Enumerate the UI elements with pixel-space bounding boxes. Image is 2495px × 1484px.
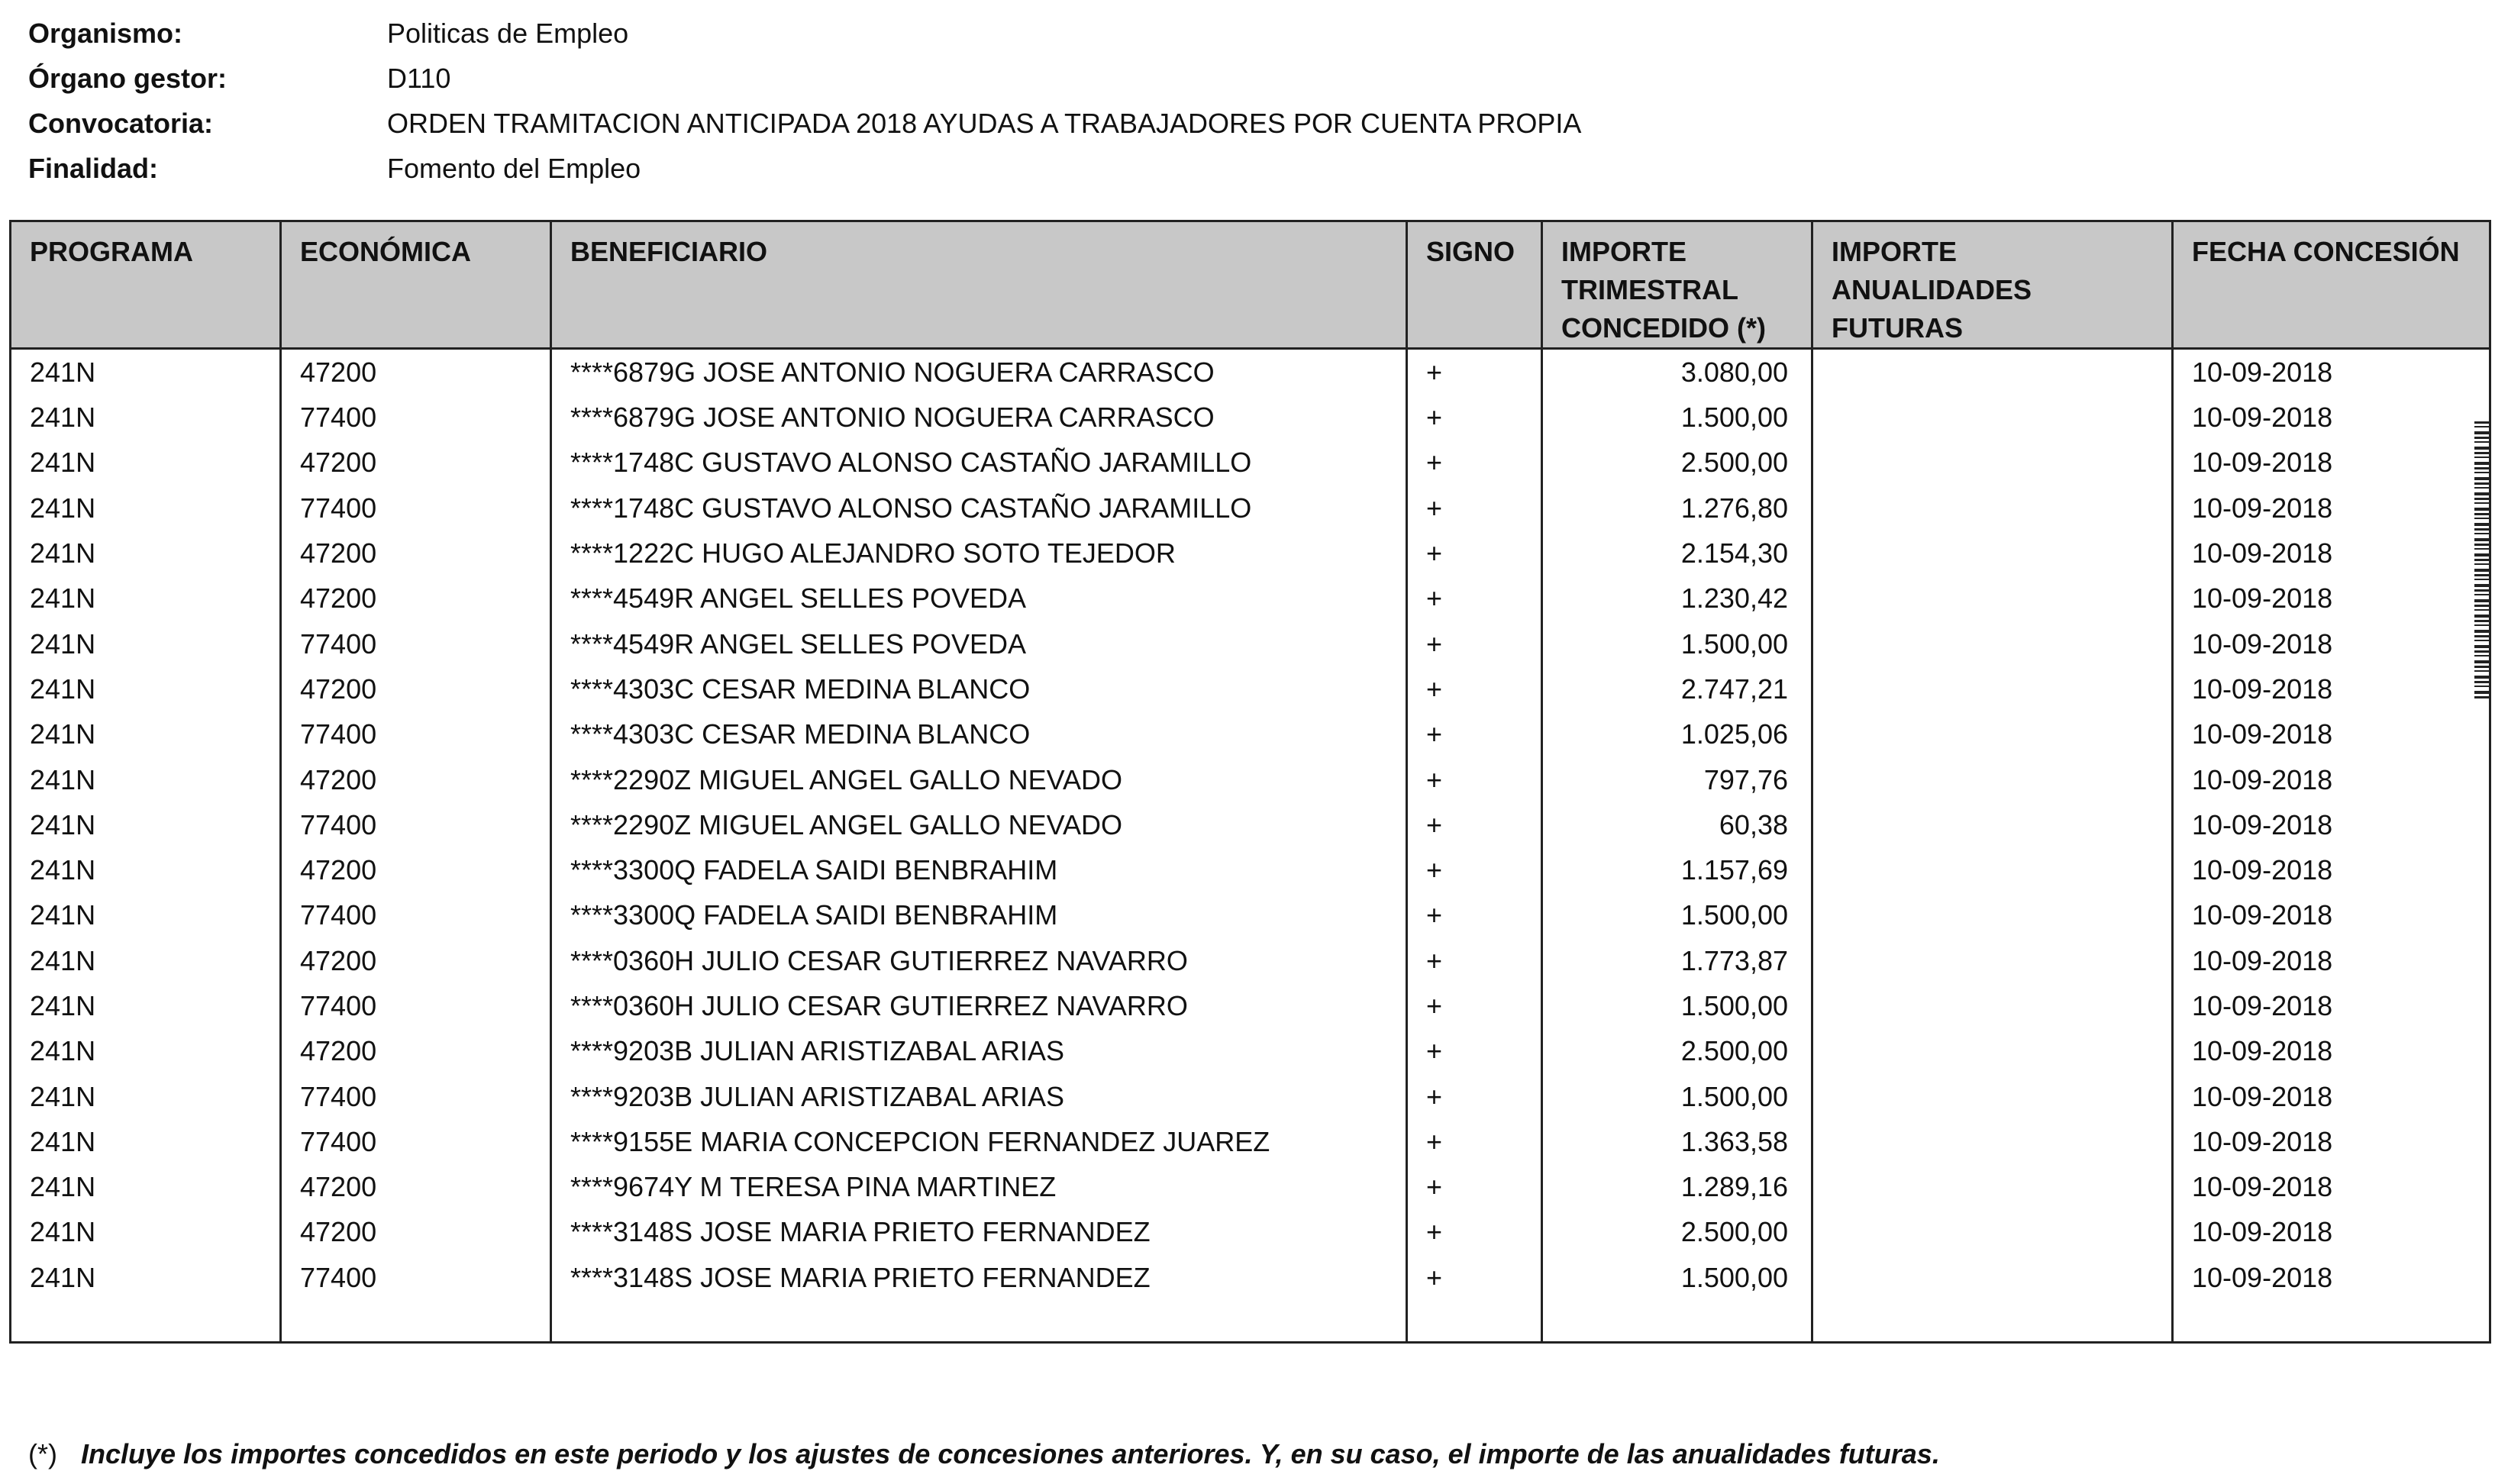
cell-anualidades xyxy=(1812,892,2173,937)
cell-fecha: 10-09-2018 xyxy=(2173,1119,2490,1164)
cell-importe: 1.500,00 xyxy=(1542,892,1812,937)
cell-economica: 77400 xyxy=(281,892,551,937)
cell-beneficiario: ****4303C CESAR MEDINA BLANCO xyxy=(551,711,1407,757)
table-row xyxy=(11,1255,2490,1300)
cell-signo: + xyxy=(1407,1255,1542,1300)
cell-anualidades xyxy=(1812,711,2173,757)
cell-beneficiario: ****9674Y M TERESA PINA MARTINEZ xyxy=(551,1164,1407,1209)
header-metadata xyxy=(28,11,1581,191)
cell-anualidades xyxy=(1812,440,2173,485)
cell-signo: + xyxy=(1407,531,1542,576)
cell-fecha: 10-09-2018 xyxy=(2173,440,2490,485)
cell-anualidades xyxy=(1812,1028,2173,1073)
cell-economica: 77400 xyxy=(281,711,551,757)
cell-beneficiario: ****4549R ANGEL SELLES POVEDA xyxy=(551,621,1407,666)
col-header-importe-trimestral: IMPORTE TRIMESTRAL CONCEDIDO (*) xyxy=(1542,221,1812,349)
cell-programa: 241N xyxy=(11,1073,281,1118)
cell-signo: + xyxy=(1407,621,1542,666)
cell-signo: + xyxy=(1407,1073,1542,1118)
cell-economica: 47200 xyxy=(281,1209,551,1254)
cell-anualidades xyxy=(1812,938,2173,983)
cell-programa: 241N xyxy=(11,847,281,892)
cell-importe: 1.500,00 xyxy=(1542,621,1812,666)
cell-programa: 241N xyxy=(11,1209,281,1254)
finalidad-label: Finalidad: xyxy=(28,153,158,184)
cell-signo: + xyxy=(1407,892,1542,937)
cell-fecha: 10-09-2018 xyxy=(2173,938,2490,983)
convocatoria-label: Convocatoria: xyxy=(28,108,214,139)
cell-economica: 77400 xyxy=(281,802,551,847)
cell-economica: 47200 xyxy=(281,847,551,892)
cell-fecha: 10-09-2018 xyxy=(2173,1255,2490,1300)
cell-fecha: 10-09-2018 xyxy=(2173,486,2490,531)
cell-fecha: 10-09-2018 xyxy=(2173,349,2490,395)
cell-programa: 241N xyxy=(11,1255,281,1300)
cell-anualidades xyxy=(1812,349,2173,395)
cell-programa: 241N xyxy=(11,1119,281,1164)
cell-importe: 1.500,00 xyxy=(1542,395,1812,440)
cell-economica: 77400 xyxy=(281,486,551,531)
cell-economica: 47200 xyxy=(281,1028,551,1073)
organismo-label: Organismo: xyxy=(28,18,183,49)
cell-beneficiario: ****1748C GUSTAVO ALONSO CASTAÑO JARAMILLO xyxy=(551,440,1407,485)
cell-fecha: 10-09-2018 xyxy=(2173,576,2490,621)
cell-programa: 241N xyxy=(11,531,281,576)
cell-programa: 241N xyxy=(11,757,281,802)
table-row xyxy=(11,938,2490,983)
cell-fecha: 10-09-2018 xyxy=(2173,802,2490,847)
cell-programa: 241N xyxy=(11,711,281,757)
cell-economica: 47200 xyxy=(281,349,551,395)
convocatoria-value: ORDEN TRAMITACION ANTICIPADA 2018 AYUDAS A TRABAJADORES POR CUENTA PROPIA xyxy=(387,108,1582,139)
cell-fecha: 10-09-2018 xyxy=(2173,711,2490,757)
grants-table xyxy=(9,220,2491,1344)
cell-fecha: 10-09-2018 xyxy=(2173,531,2490,576)
cell-fecha: 10-09-2018 xyxy=(2173,1028,2490,1073)
col-header-beneficiario: BENEFICIARIO xyxy=(551,221,1407,349)
cell-fecha: 10-09-2018 xyxy=(2173,1209,2490,1254)
barcode-stripe xyxy=(2474,421,2491,700)
col-header-fecha-concesion: FECHA CONCESIÓN xyxy=(2173,221,2490,349)
table-row xyxy=(11,440,2490,485)
cell-anualidades xyxy=(1812,847,2173,892)
cell-beneficiario: ****3300Q FADELA SAIDI BENBRAHIM xyxy=(551,892,1407,937)
cell-importe: 1.500,00 xyxy=(1542,1073,1812,1118)
table-row xyxy=(11,1119,2490,1164)
cell-signo: + xyxy=(1407,349,1542,395)
cell-fecha: 10-09-2018 xyxy=(2173,1073,2490,1118)
cell-anualidades xyxy=(1812,1073,2173,1118)
col-header-importe-anualidades: IMPORTE ANUALIDADES FUTURAS xyxy=(1812,221,2173,349)
table-row xyxy=(11,983,2490,1028)
cell-importe: 2.154,30 xyxy=(1542,531,1812,576)
table-row xyxy=(11,486,2490,531)
cell-beneficiario: ****6879G JOSE ANTONIO NOGUERA CARRASCO xyxy=(551,349,1407,395)
cell-anualidades xyxy=(1812,576,2173,621)
cell-signo: + xyxy=(1407,847,1542,892)
cell-anualidades xyxy=(1812,531,2173,576)
table-row xyxy=(11,349,2490,395)
cell-signo: + xyxy=(1407,395,1542,440)
cell-signo: + xyxy=(1407,757,1542,802)
table-row xyxy=(11,1209,2490,1254)
cell-beneficiario: ****1222C HUGO ALEJANDRO SOTO TEJEDOR xyxy=(551,531,1407,576)
col-header-signo: SIGNO xyxy=(1407,221,1542,349)
cell-importe: 1.230,42 xyxy=(1542,576,1812,621)
cell-programa: 241N xyxy=(11,1028,281,1073)
organismo-row xyxy=(28,11,1581,56)
cell-signo: + xyxy=(1407,938,1542,983)
cell-anualidades xyxy=(1812,1209,2173,1254)
organismo-value: Politicas de Empleo xyxy=(387,18,629,49)
cell-importe: 2.500,00 xyxy=(1542,1209,1812,1254)
cell-beneficiario: ****2290Z MIGUEL ANGEL GALLO NEVADO xyxy=(551,802,1407,847)
cell-importe: 2.747,21 xyxy=(1542,666,1812,711)
cell-signo: + xyxy=(1407,1209,1542,1254)
table-bottom-spacer xyxy=(11,1300,2490,1343)
cell-fecha: 10-09-2018 xyxy=(2173,621,2490,666)
cell-programa: 241N xyxy=(11,349,281,395)
cell-importe: 1.500,00 xyxy=(1542,983,1812,1028)
cell-economica: 77400 xyxy=(281,1119,551,1164)
table-row xyxy=(11,621,2490,666)
cell-fecha: 10-09-2018 xyxy=(2173,983,2490,1028)
cell-programa: 241N xyxy=(11,666,281,711)
cell-anualidades xyxy=(1812,1255,2173,1300)
cell-signo: + xyxy=(1407,1119,1542,1164)
cell-economica: 77400 xyxy=(281,1073,551,1118)
organo-gestor-value: D110 xyxy=(387,63,451,94)
cell-economica: 77400 xyxy=(281,1255,551,1300)
cell-fecha: 10-09-2018 xyxy=(2173,847,2490,892)
cell-programa: 241N xyxy=(11,440,281,485)
cell-fecha: 10-09-2018 xyxy=(2173,892,2490,937)
cell-importe: 1.276,80 xyxy=(1542,486,1812,531)
finalidad-row xyxy=(28,146,1581,191)
cell-economica: 47200 xyxy=(281,1164,551,1209)
cell-signo: + xyxy=(1407,666,1542,711)
finalidad-value: Fomento del Empleo xyxy=(387,153,641,184)
cell-programa: 241N xyxy=(11,395,281,440)
table-row xyxy=(11,576,2490,621)
cell-signo: + xyxy=(1407,1164,1542,1209)
cell-beneficiario: ****2290Z MIGUEL ANGEL GALLO NEVADO xyxy=(551,757,1407,802)
cell-economica: 77400 xyxy=(281,395,551,440)
cell-signo: + xyxy=(1407,802,1542,847)
cell-anualidades xyxy=(1812,395,2173,440)
footnote-text: Incluye los importes concedidos en este periodo y los ajustes de concesiones anteriores. Y, en su caso, el importe de las anualidades futuras. xyxy=(81,1438,1940,1469)
footnote xyxy=(28,1435,1940,1473)
cell-signo: + xyxy=(1407,983,1542,1028)
cell-signo: + xyxy=(1407,486,1542,531)
cell-economica: 47200 xyxy=(281,531,551,576)
col-header-economica: ECONÓMICA xyxy=(281,221,551,349)
cell-programa: 241N xyxy=(11,802,281,847)
cell-anualidades xyxy=(1812,666,2173,711)
cell-anualidades xyxy=(1812,983,2173,1028)
table-row xyxy=(11,847,2490,892)
table-header-row xyxy=(11,221,2490,349)
cell-beneficiario: ****9155E MARIA CONCEPCION FERNANDEZ JUAREZ xyxy=(551,1119,1407,1164)
cell-importe: 1.157,69 xyxy=(1542,847,1812,892)
cell-importe: 1.500,00 xyxy=(1542,1255,1812,1300)
cell-signo: + xyxy=(1407,576,1542,621)
table-row xyxy=(11,892,2490,937)
table-row xyxy=(11,711,2490,757)
cell-programa: 241N xyxy=(11,486,281,531)
cell-anualidades xyxy=(1812,1119,2173,1164)
cell-importe: 1.363,58 xyxy=(1542,1119,1812,1164)
cell-economica: 47200 xyxy=(281,666,551,711)
cell-importe: 797,76 xyxy=(1542,757,1812,802)
cell-fecha: 10-09-2018 xyxy=(2173,757,2490,802)
cell-fecha: 10-09-2018 xyxy=(2173,1164,2490,1209)
cell-programa: 241N xyxy=(11,938,281,983)
cell-importe: 1.773,87 xyxy=(1542,938,1812,983)
cell-importe: 60,38 xyxy=(1542,802,1812,847)
cell-economica: 47200 xyxy=(281,757,551,802)
cell-beneficiario: ****3148S JOSE MARIA PRIETO FERNANDEZ xyxy=(551,1255,1407,1300)
cell-importe: 1.289,16 xyxy=(1542,1164,1812,1209)
table-row xyxy=(11,1164,2490,1209)
table-row xyxy=(11,802,2490,847)
cell-beneficiario: ****1748C GUSTAVO ALONSO CASTAÑO JARAMILLO xyxy=(551,486,1407,531)
cell-importe: 1.025,06 xyxy=(1542,711,1812,757)
col-header-programa: PROGRAMA xyxy=(11,221,281,349)
cell-anualidades xyxy=(1812,1164,2173,1209)
organo-gestor-row xyxy=(28,56,1581,101)
table-row xyxy=(11,395,2490,440)
cell-importe: 2.500,00 xyxy=(1542,1028,1812,1073)
cell-economica: 47200 xyxy=(281,440,551,485)
organo-gestor-label: Órgano gestor: xyxy=(28,63,228,94)
table-row xyxy=(11,1028,2490,1073)
cell-importe: 2.500,00 xyxy=(1542,440,1812,485)
table-row xyxy=(11,1073,2490,1118)
cell-signo: + xyxy=(1407,711,1542,757)
cell-anualidades xyxy=(1812,757,2173,802)
cell-programa: 241N xyxy=(11,983,281,1028)
cell-beneficiario: ****6879G JOSE ANTONIO NOGUERA CARRASCO xyxy=(551,395,1407,440)
cell-programa: 241N xyxy=(11,621,281,666)
cell-anualidades xyxy=(1812,486,2173,531)
cell-signo: + xyxy=(1407,440,1542,485)
cell-programa: 241N xyxy=(11,892,281,937)
cell-beneficiario: ****3148S JOSE MARIA PRIETO FERNANDEZ xyxy=(551,1209,1407,1254)
cell-signo: + xyxy=(1407,1028,1542,1073)
cell-importe: 3.080,00 xyxy=(1542,349,1812,395)
cell-beneficiario: ****0360H JULIO CESAR GUTIERREZ NAVARRO xyxy=(551,938,1407,983)
cell-beneficiario: ****4303C CESAR MEDINA BLANCO xyxy=(551,666,1407,711)
table-row xyxy=(11,666,2490,711)
cell-fecha: 10-09-2018 xyxy=(2173,395,2490,440)
cell-beneficiario: ****9203B JULIAN ARISTIZABAL ARIAS xyxy=(551,1073,1407,1118)
cell-anualidades xyxy=(1812,802,2173,847)
cell-anualidades xyxy=(1812,621,2173,666)
cell-economica: 47200 xyxy=(281,576,551,621)
footnote-mark: (*) xyxy=(28,1438,57,1469)
cell-economica: 47200 xyxy=(281,938,551,983)
cell-economica: 77400 xyxy=(281,621,551,666)
convocatoria-row xyxy=(28,101,1581,146)
cell-programa: 241N xyxy=(11,576,281,621)
table-row xyxy=(11,531,2490,576)
cell-beneficiario: ****4549R ANGEL SELLES POVEDA xyxy=(551,576,1407,621)
cell-beneficiario: ****3300Q FADELA SAIDI BENBRAHIM xyxy=(551,847,1407,892)
cell-programa: 241N xyxy=(11,1164,281,1209)
cell-beneficiario: ****0360H JULIO CESAR GUTIERREZ NAVARRO xyxy=(551,983,1407,1028)
cell-beneficiario: ****9203B JULIAN ARISTIZABAL ARIAS xyxy=(551,1028,1407,1073)
cell-fecha: 10-09-2018 xyxy=(2173,666,2490,711)
cell-economica: 77400 xyxy=(281,983,551,1028)
table-row xyxy=(11,757,2490,802)
table-body xyxy=(11,349,2490,1343)
